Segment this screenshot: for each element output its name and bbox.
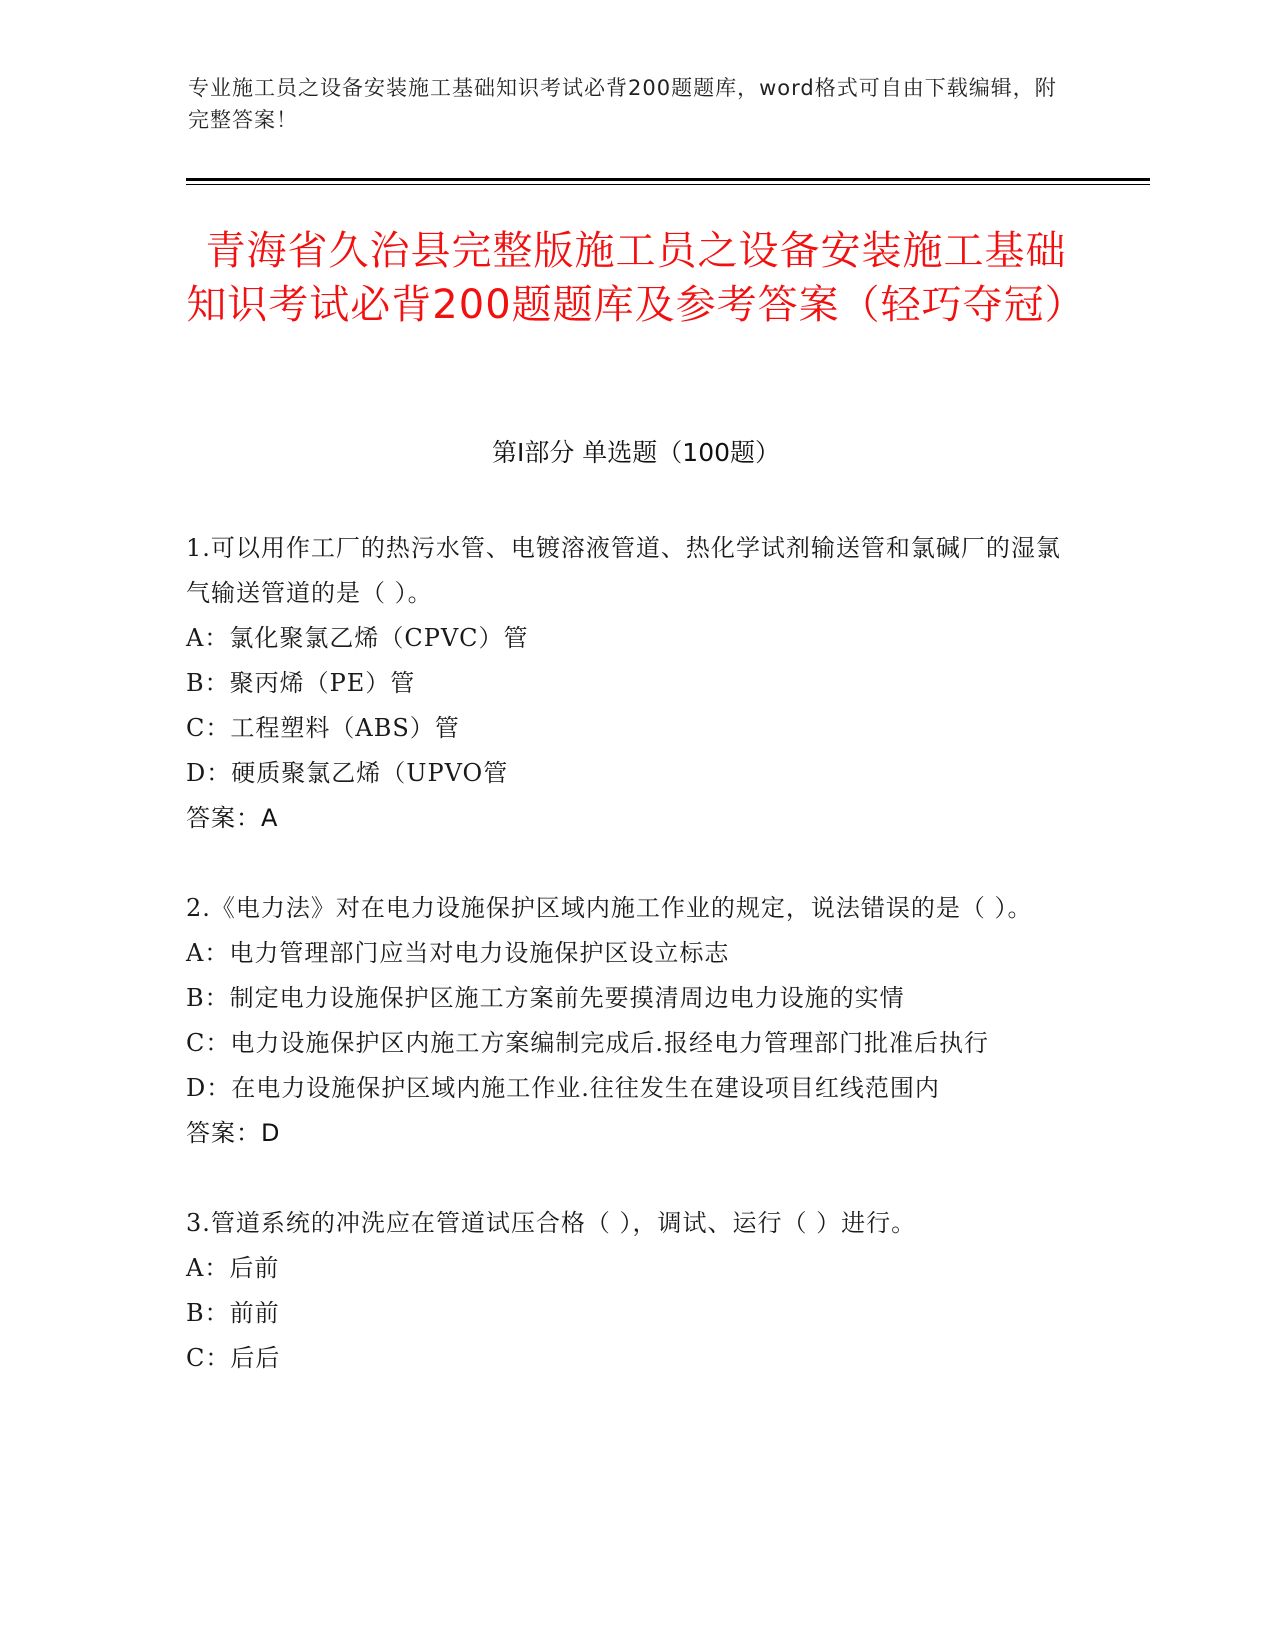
option-c: C：后后 [186, 1344, 281, 1372]
option-c: C：工程塑料（ABS）管 [186, 714, 460, 742]
question-2 [186, 886, 1066, 1156]
question-3 [186, 1201, 1066, 1381]
option-b: B：制定电力设施保护区施工方案前先要摸清周边电力设施的实情 [186, 984, 905, 1012]
header-note: 专业施工员之设备安装施工基础知识考试必背200题题库，word格式可自由下载编辑，附完整答案！ [188, 76, 1057, 132]
option-d: D：在电力设施保护区域内施工作业.往往发生在建设项目红线范围内 [186, 1074, 940, 1102]
question-text: 3.管道系统的冲洗应在管道试压合格（ ），调试、运行（ ）进行。 [186, 1209, 917, 1237]
section-title: 第Ⅰ部分 单选题（100题） [491, 438, 781, 467]
header-divider-thick [186, 178, 1150, 181]
option-a: A：后前 [186, 1254, 280, 1282]
option-d: D：硬质聚氯乙烯（UPVO管 [186, 759, 509, 787]
answer: 答案：D [186, 1119, 281, 1147]
option-b: B：前前 [186, 1299, 280, 1327]
question-spacer [186, 1156, 1066, 1201]
option-b: B：聚丙烯（PE）管 [186, 669, 416, 697]
option-a: A：电力管理部门应当对电力设施保护区设立标志 [186, 939, 730, 967]
question-text: 1.可以用作工厂的热污水管、电镀溶液管道、热化学试剂输送管和氯碱厂的湿氯气输送管道的是（ ）。 [186, 534, 1061, 607]
question-list [186, 526, 1066, 1381]
option-c: C：电力设施保护区内施工方案编制完成后.报经电力管理部门批准后执行 [186, 1029, 989, 1057]
document-title: 青海省久治县完整版施工员之设备安装施工基础知识考试必背200题题库及参考答案（轻巧夺冠） [186, 228, 1086, 328]
question-spacer [186, 841, 1066, 886]
header-divider-thin [186, 184, 1150, 185]
answer: 答案：A [186, 804, 279, 832]
question-text: 2.《电力法》对在电力设施保护区域内施工作业的规定，说法错误的是（ ）。 [186, 894, 1033, 922]
option-a: A：氯化聚氯乙烯（CPVC）管 [186, 624, 529, 652]
question-1 [186, 526, 1066, 841]
